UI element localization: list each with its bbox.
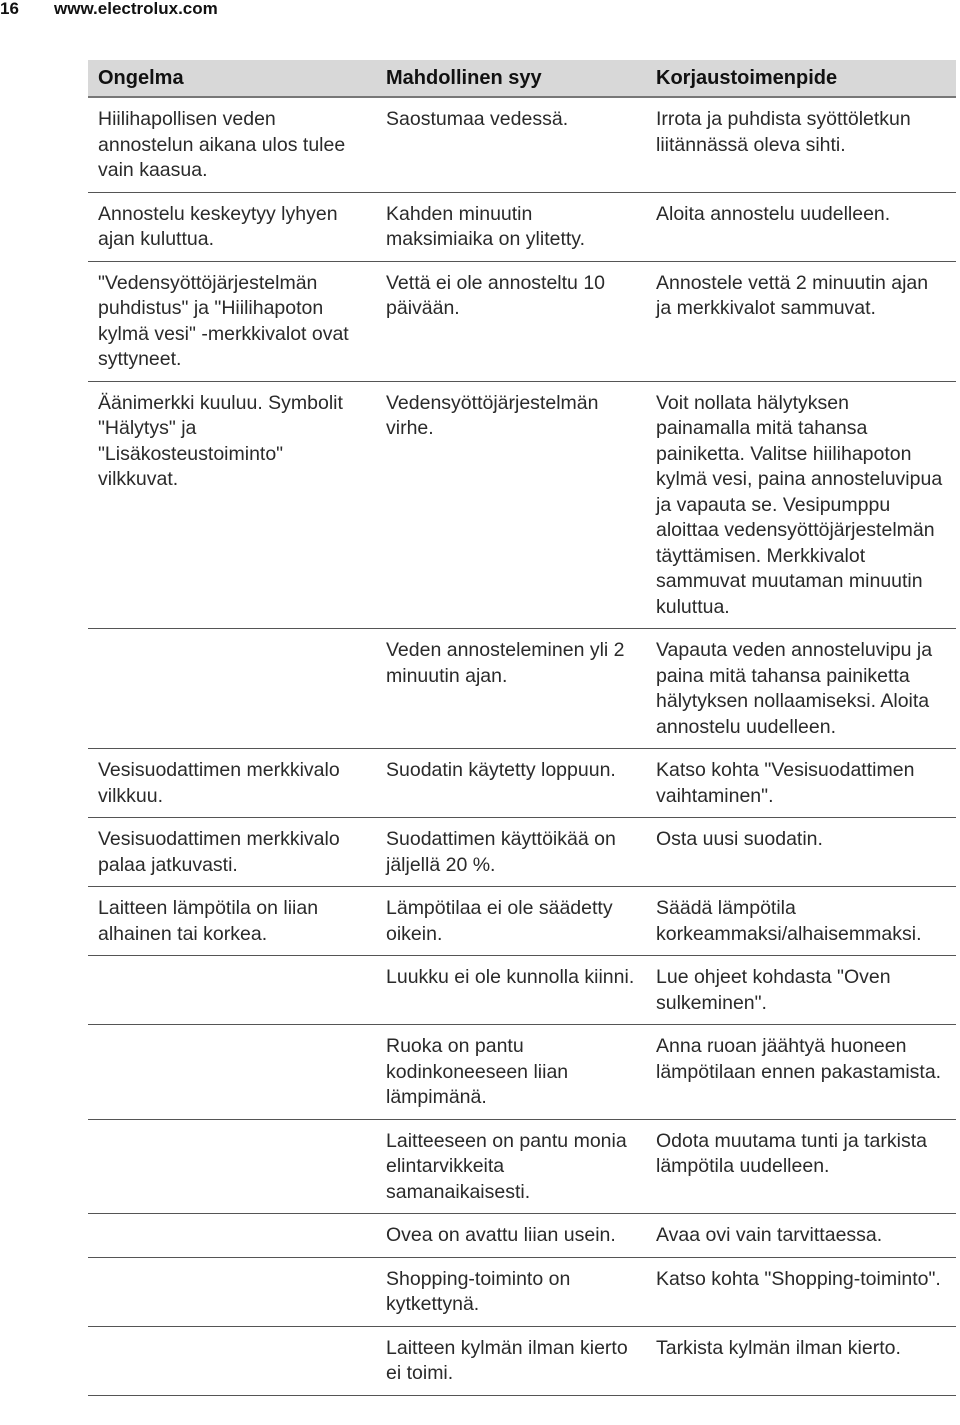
table-row <box>88 381 956 629</box>
fix-cell: Aloita annostelu uudelleen. <box>646 192 956 261</box>
table-row <box>88 887 956 956</box>
table-row <box>88 192 956 261</box>
table-row <box>88 1257 956 1326</box>
problem-cell: Laitteen lämpötila on liian alhainen tai korkea. <box>88 887 376 956</box>
fix-cell: Odota muutama tunti ja tarkista lämpötila uudelleen. <box>646 1119 956 1214</box>
table-header-row <box>88 60 956 97</box>
cause-cell: Shopping-toiminto on kytkettynä. <box>376 1257 646 1326</box>
cause-cell: Vettä ei ole annosteltu 10 päivään. <box>376 261 646 381</box>
cause-cell: Vedensyöttöjärjestelmän virhe. <box>376 381 646 629</box>
column-header-cause: Mahdollinen syy <box>376 60 646 97</box>
table-row <box>88 261 956 381</box>
problem-cell <box>88 1326 376 1395</box>
table-row <box>88 749 956 818</box>
table-row <box>88 1214 956 1258</box>
column-header-problem: Ongelma <box>88 60 376 97</box>
cause-cell: Veden annosteleminen yli 2 minuutin ajan. <box>376 629 646 749</box>
fix-cell: Lue ohjeet kohdasta "Oven sulkeminen". <box>646 956 956 1025</box>
cause-cell: Lämpötilaa ei ole säädetty oikein. <box>376 887 646 956</box>
cause-cell: Ruoka on pantu kodinkoneeseen liian lämpimänä. <box>376 1025 646 1120</box>
cause-cell: Saostumaa vedessä. <box>376 97 646 192</box>
table-row <box>88 1326 956 1395</box>
fix-cell: Katso kohta "Shopping-toiminto". <box>646 1257 956 1326</box>
fix-cell: Annostele vettä 2 minuutin ajan ja merkkivalot sammuvat. <box>646 261 956 381</box>
problem-cell: "Vedensyöttöjärjestelmän puhdistus" ja "Hiilihapoton kylmä vesi" -merkkivalot ovat syttyneet. <box>88 261 376 381</box>
fix-cell: Voit nollata hälytyksen painamalla mitä tahansa painiketta. Valitse hiilihapoton kylmä vesi, paina annosteluvipua ja vapauta se. Vesipumppu aloittaa vedensyöttöjärjestelmän täyttämisen. Merkkivalot sammuvat muutaman minuutin kuluttua. <box>646 381 956 629</box>
column-header-fix: Korjaustoimenpide <box>646 60 956 97</box>
troubleshooting-table-wrapper <box>88 60 956 1396</box>
table-row <box>88 97 956 192</box>
fix-cell: Säädä lämpötila korkeammaksi/alhaisemmaksi. <box>646 887 956 956</box>
problem-cell <box>88 1214 376 1258</box>
problem-cell: Vesisuodattimen merkkivalo palaa jatkuvasti. <box>88 818 376 887</box>
table-row <box>88 629 956 749</box>
fix-cell: Osta uusi suodatin. <box>646 818 956 887</box>
problem-cell <box>88 629 376 749</box>
fix-cell: Katso kohta "Vesisuodattimen vaihtaminen". <box>646 749 956 818</box>
troubleshooting-table <box>88 60 956 1396</box>
problem-cell: Annostelu keskeytyy lyhyen ajan kuluttua. <box>88 192 376 261</box>
fix-cell: Irrota ja puhdista syöttöletkun liitännässä oleva sihti. <box>646 97 956 192</box>
problem-cell: Vesisuodattimen merkkivalo vilkkuu. <box>88 749 376 818</box>
table-row <box>88 956 956 1025</box>
fix-cell: Anna ruoan jäähtyä huoneen lämpötilaan ennen pakastamista. <box>646 1025 956 1120</box>
table-row <box>88 818 956 887</box>
cause-cell: Luukku ei ole kunnolla kiinni. <box>376 956 646 1025</box>
table-row <box>88 1025 956 1120</box>
problem-cell <box>88 956 376 1025</box>
problem-cell <box>88 1119 376 1214</box>
table-body <box>88 97 956 1395</box>
cause-cell: Suodattimen käyttöikää on jäljellä 20 %. <box>376 818 646 887</box>
problem-cell: Äänimerkki kuuluu. Symbolit "Hälytys" ja "Lisäkosteustoiminto" vilkkuvat. <box>88 381 376 629</box>
cause-cell: Suodatin käytetty loppuun. <box>376 749 646 818</box>
site-url: www.electrolux.com <box>54 0 218 18</box>
cause-cell: Laitteeseen on pantu monia elintarvikkeita samanaikaisesti. <box>376 1119 646 1214</box>
fix-cell: Avaa ovi vain tarvittaessa. <box>646 1214 956 1258</box>
cause-cell: Kahden minuutin maksimiaika on ylitetty. <box>376 192 646 261</box>
problem-cell <box>88 1257 376 1326</box>
page-number: 16 <box>0 0 19 18</box>
problem-cell: Hiilihapollisen veden annostelun aikana ulos tulee vain kaasua. <box>88 97 376 192</box>
fix-cell: Tarkista kylmän ilman kierto. <box>646 1326 956 1395</box>
problem-cell <box>88 1025 376 1120</box>
fix-cell: Vapauta veden annosteluvipu ja paina mitä tahansa painiketta hälytyksen nollaamiseksi. Aloita annostelu uudelleen. <box>646 629 956 749</box>
cause-cell: Ovea on avattu liian usein. <box>376 1214 646 1258</box>
cause-cell: Laitteen kylmän ilman kierto ei toimi. <box>376 1326 646 1395</box>
table-row <box>88 1119 956 1214</box>
